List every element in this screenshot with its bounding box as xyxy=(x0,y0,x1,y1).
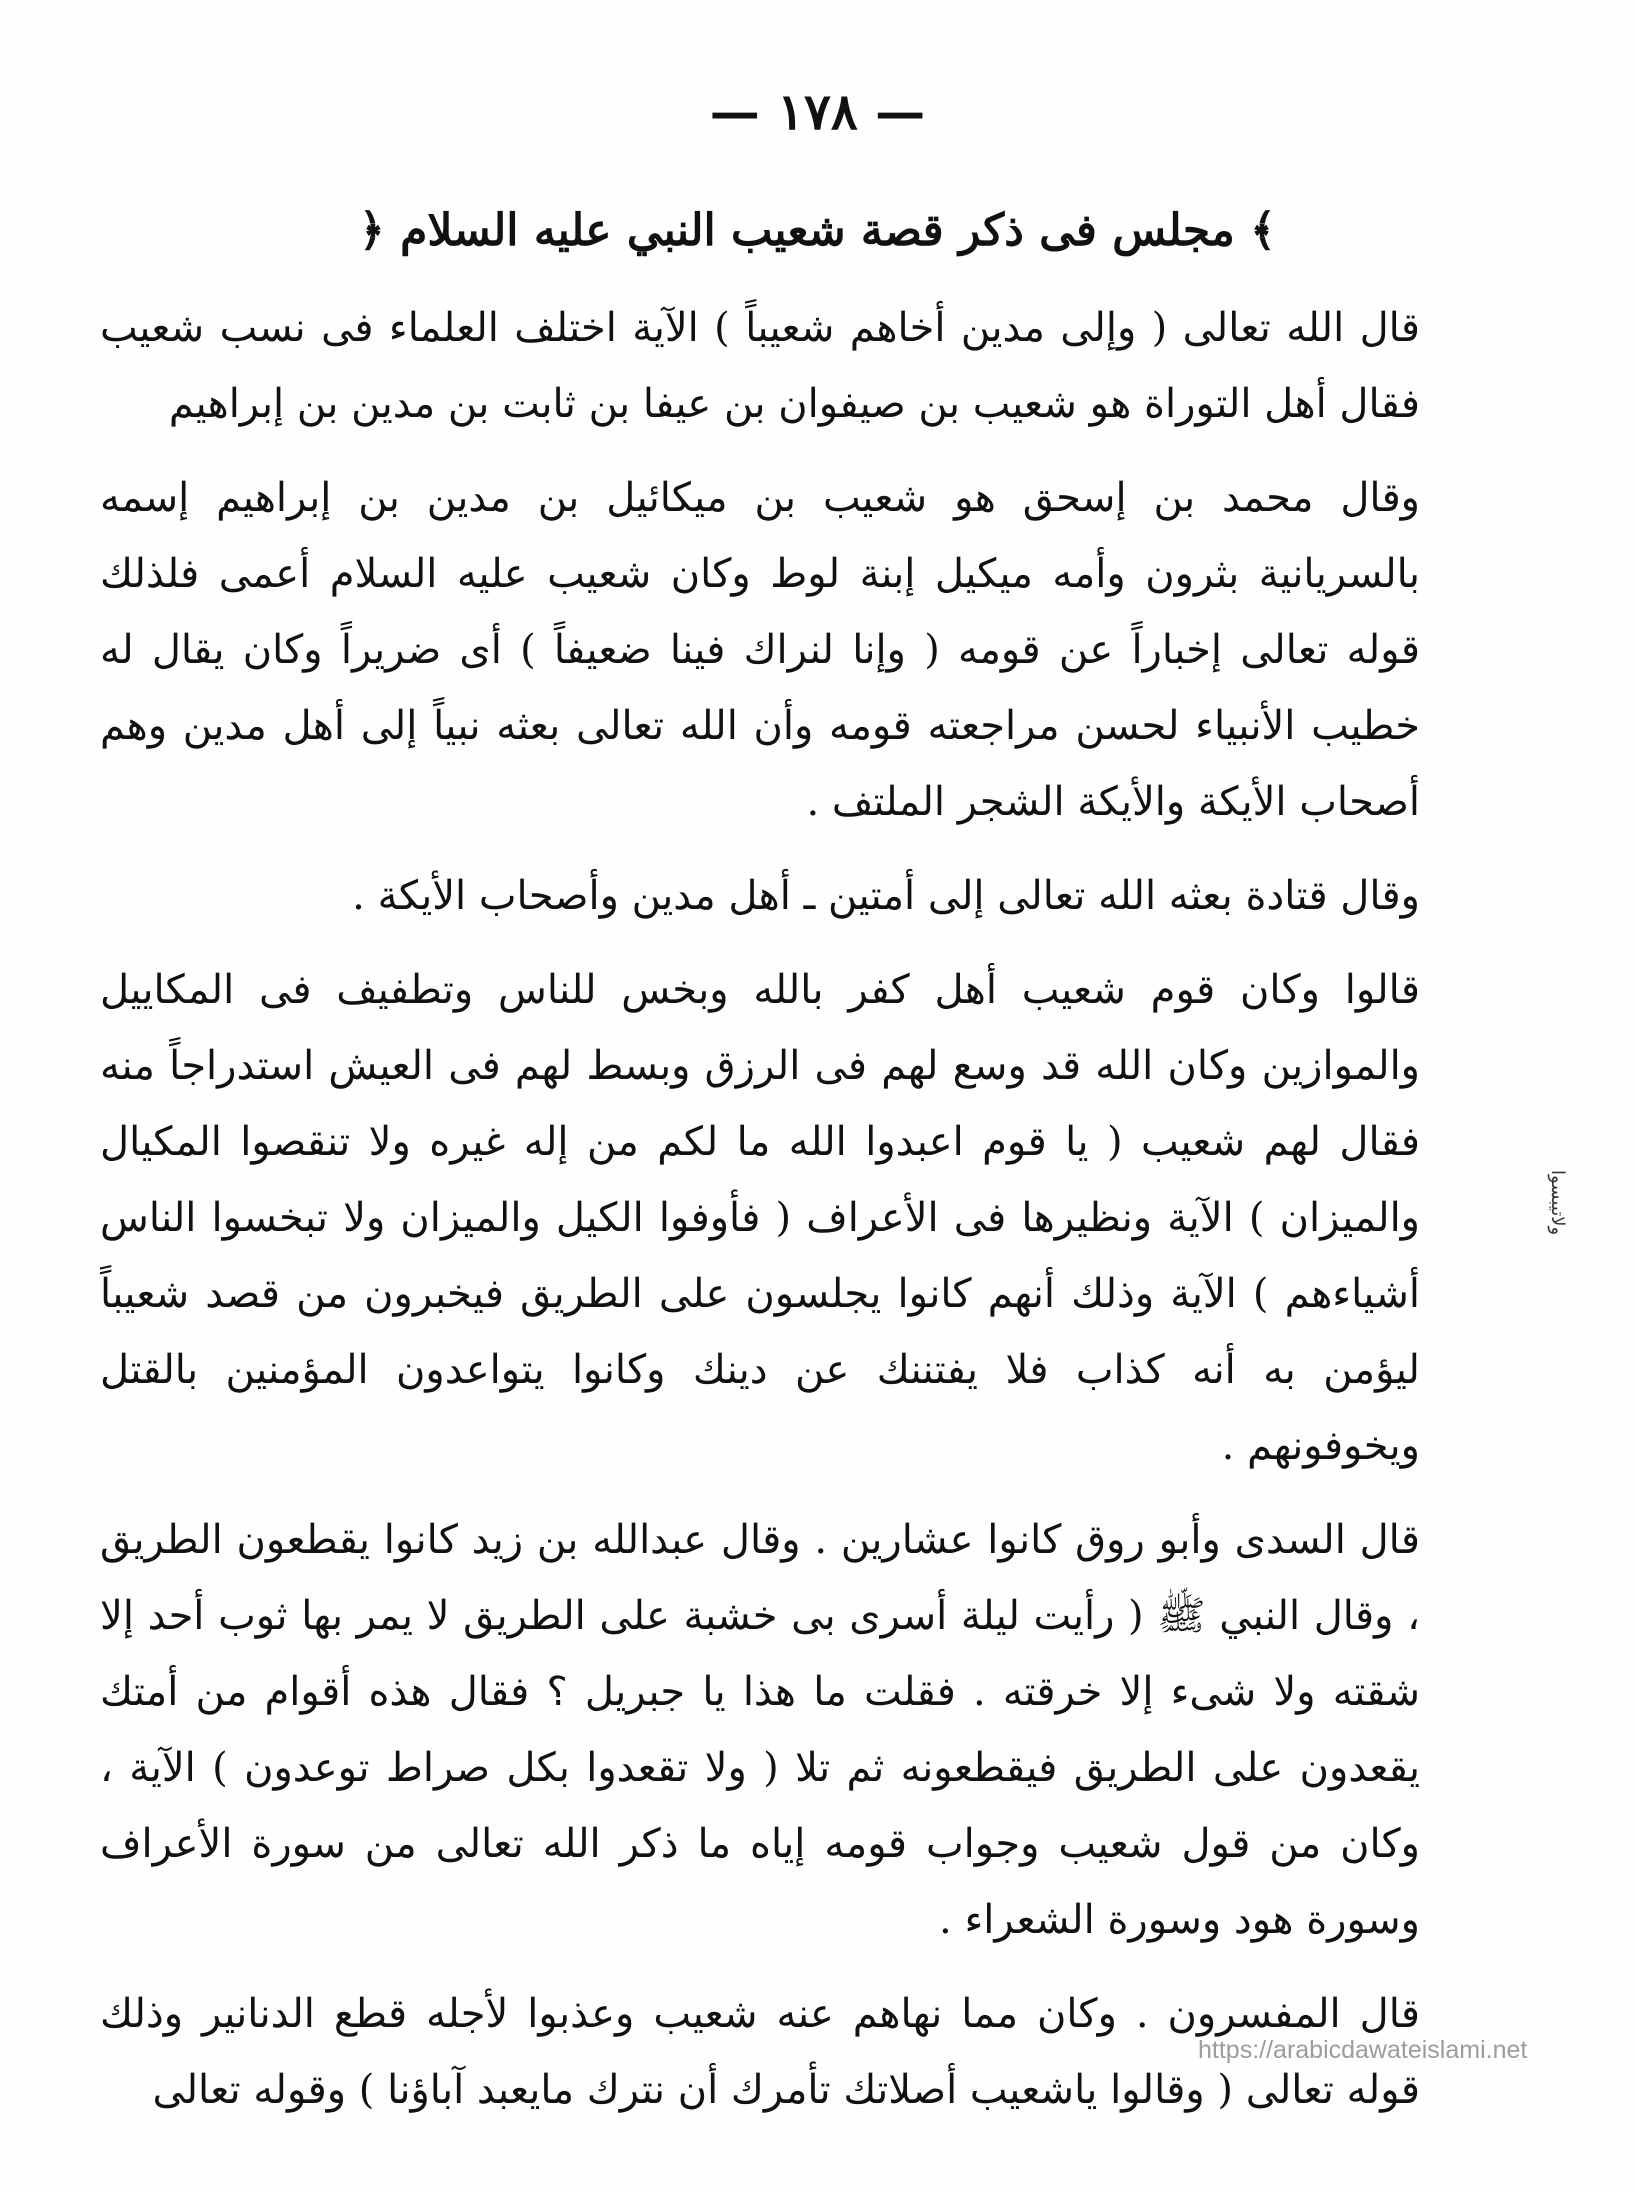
paragraph-4: قالوا وكان قوم شعيب أهل كفر بالله وبخس للناس وتطفيف فى المكاييل والموازين وكان الله قد وسع لهم فى الرزق وبسط لهم فى العيش استدراجاً منه فقال لهم شعيب ( يا قوم اعبدوا الله ما لكم من إله غيره ولا تنقصوا المكيال والميزان ) الآية ونظيرها فى الأعراف ( فأوفوا الكيل والميزان ولا تبخسوا الناس أشياءهم ) الآية وذلك أنهم كانوا يجلسون على الطريق فيخبرون من قصد شعيباً ليؤمن به أنه كذاب فلا يفتننك عن دينك وكانوا يتواعدون المؤمنين بالقتل ويخوفونهم . xyxy=(100,967,1420,1469)
watermark-url: https://arabicdawateislami.net xyxy=(1198,2036,1528,2064)
paragraph-3: وقال قتادة بعثه الله تعالى إلى أمتين ـ أهل مدين وأصحاب الأيكة . xyxy=(352,873,1420,919)
paragraph-5: قال السدى وأبو روق كانوا عشارين . وقال عبدالله بن زيد كانوا يقطعون الطريق ، وقال النبي ﷺ ( رأيت ليلة أسرى بى خشبة على الطريق لا يمر بها ثوب أحد إلا شقته ولا شىء إلا خرقته . فقلت ما هذا يا جبريل ؟ فقال هذه أقوام من أمتك يقعدون على الطريق فيقطعونه ثم تلا ( ولا تقعدوا بكل صراط توعدون ) الآية ، وكان من قول شعيب وجواب قومه إياه ما ذكر الله تعالى من سورة الأعراف وسورة هود وسورة الشعراء . xyxy=(100,1517,1420,1943)
paragraph-6: قال المفسرون . وكان مما نهاهم عنه شعيب وعذبوا لأجله قطع الدنانير وذلك قوله تعالى ( وقالوا ياشعيب أصلاتك تأمرك أن نترك مايعبد آباؤنا ) وقوله تعالى xyxy=(100,1991,1420,2113)
margin-note: ولاتيبسوا xyxy=(1547,1170,1568,1236)
body-text xyxy=(100,290,1420,2146)
paragraph-2: وقال محمد بن إسحق هو شعيب بن ميكائيل بن مدين بن إبراهيم إسمه بالسريانية بثرون وأمه ميكيل إبنة لوط وكان شعيب عليه السلام أعمى فلذلك قوله تعالى إخباراً عن قومه ( وإنا لنراك فينا ضعيفاً ) أى ضريراً وكان يقال له خطيب الأنبياء لحسن مراجعته قومه وأن الله تعالى بعثه نبياً إلى أهل مدين وهم أصحاب الأيكة والأيكة الشجر الملتف . xyxy=(100,475,1420,825)
page-number: — ۱۷۸ — xyxy=(709,82,926,141)
paragraph-1: قال الله تعالى ( وإلى مدين أخاهم شعيباً ) الآية اختلف العلماء فى نسب شعيب فقال أهل التوراة هو شعيب بن صيفوان بن عيفا بن ثابت بن مدين بن إبراهيم xyxy=(100,305,1420,427)
chapter-title: ﴿ مجلس فى ذكر قصة شعيب النبي عليه السلام ﴾ xyxy=(359,205,1276,256)
